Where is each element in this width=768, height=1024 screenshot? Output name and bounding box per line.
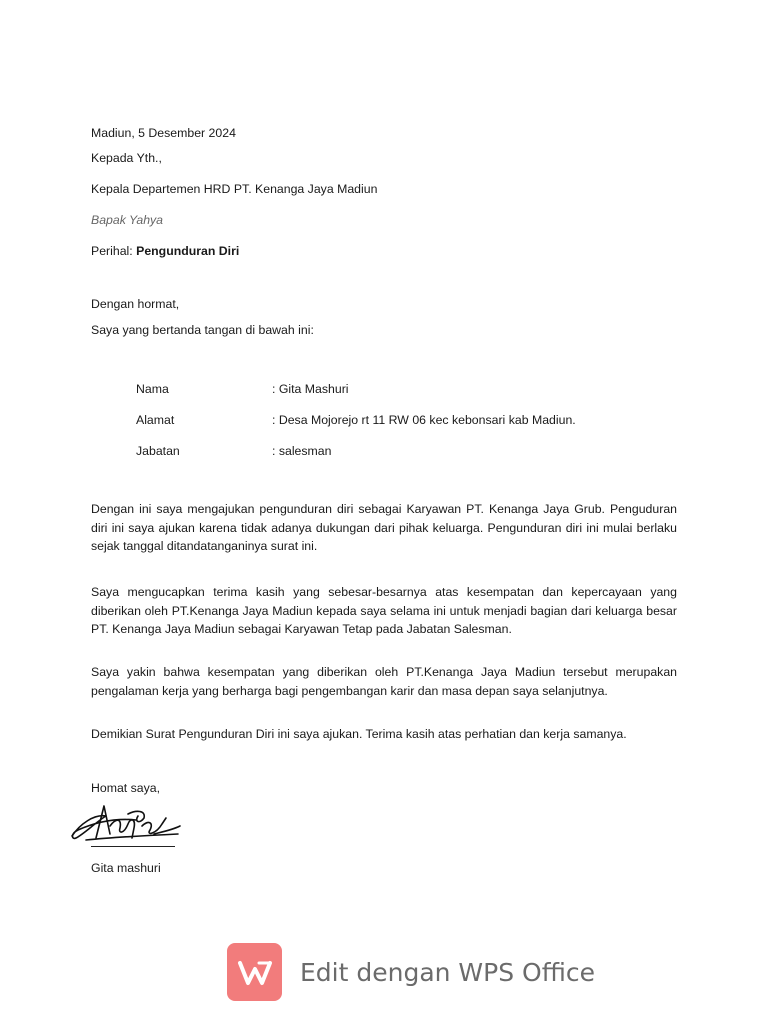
identity-label-position: Jabatan bbox=[136, 444, 180, 458]
closing: Homat saya, bbox=[91, 781, 161, 795]
paragraph-2: Saya mengucapkan terima kasih yang sebesar-besarnya atas kesempatan dan kepercayaan yang diberikan oleh PT.Kenanga Jaya Madiun kepada saya selama ini untuk menjadi bagian dari keluarga besar PT. Kenanga Jaya Madiun sebagai Karyawan Tetap pada Jabatan Salesman. bbox=[91, 585, 677, 636]
wps-edit-bar[interactable] bbox=[227, 943, 595, 1001]
recipient-name: Bapak Yahya bbox=[91, 213, 164, 227]
subject-label: Perihal: bbox=[91, 244, 137, 258]
intro-text: Saya yang bertanda tangan di bawah ini: bbox=[91, 323, 314, 337]
paragraph-1: Dengan ini saya mengajukan pengunduran diri sebagai Karyawan PT. Kenanga Jaya Grub. Penguduran diri ini saya ajukan karena tidak adanya dukungan dari pihak keluarga. Pengunduran diri ini mulai berlaku sejak tanggal ditandatanganinya surat ini. bbox=[91, 502, 677, 553]
subject-text: Pengunduran Diri bbox=[136, 244, 240, 258]
edit-with-wps-link[interactable]: Edit dengan WPS Office bbox=[300, 957, 596, 987]
greeting-to: Kepada Yth., bbox=[91, 151, 162, 165]
salutation: Dengan hormat, bbox=[91, 297, 180, 311]
recipient-position: Kepala Departemen HRD PT. Kenanga Jaya Madiun bbox=[91, 182, 378, 196]
identity-value-name: : Gita Mashuri bbox=[272, 382, 349, 396]
paragraph-3: Saya yakin bahwa kesempatan yang diberikan oleh PT.Kenanga Jaya Madiun tersebut merupakan pengalaman kerja yang berharga bagi pengembangan karir dan masa depan saya selanjutnya. bbox=[91, 665, 677, 698]
signature-image bbox=[66, 800, 186, 850]
signature-underline bbox=[91, 846, 175, 847]
subject-line bbox=[91, 243, 239, 259]
paragraph-4: Demikian Surat Pengunduran Diri ini saya ajukan. Terima kasih atas perhatian dan kerja samanya. bbox=[91, 727, 627, 741]
identity-value-position: : salesman bbox=[272, 444, 332, 458]
wps-office-icon[interactable] bbox=[227, 943, 282, 1001]
signer-name: Gita mashuri bbox=[91, 861, 161, 875]
identity-label-address: Alamat bbox=[136, 413, 175, 427]
identity-label-name: Nama bbox=[136, 382, 169, 396]
place-date: Madiun, 5 Desember 2024 bbox=[91, 126, 236, 140]
identity-value-address: : Desa Mojorejo rt 11 RW 06 kec kebonsari kab Madiun. bbox=[272, 413, 576, 427]
